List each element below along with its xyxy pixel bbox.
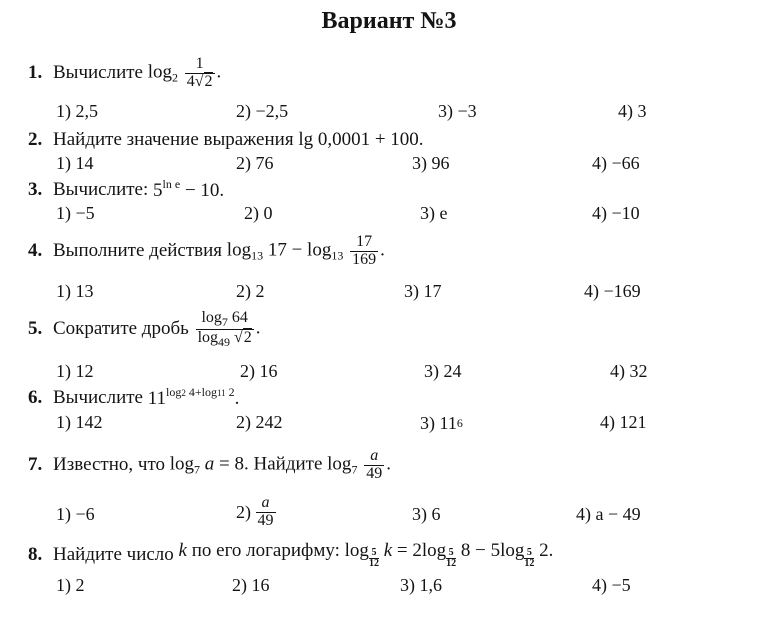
- question-6: [28, 385, 239, 410]
- answer-option: 3) 6: [412, 504, 441, 524]
- question-expression: k по его логарифму: log $\frac{5}{12}$ k = 2log $\frac{5}{12}$ 8 − 5log $\frac{5}{12}$ 2.: [178, 540, 554, 569]
- question-3: [28, 177, 224, 202]
- answer-option: 1) 2: [56, 575, 85, 595]
- answer-option: 3) −3: [438, 101, 477, 121]
- answer-option: 1) −5: [56, 203, 95, 223]
- question-expression: $\log_2$ $\frac{1}{4√2}$ .: [147, 55, 222, 90]
- question-number: 4.: [28, 240, 43, 262]
- question-4: [28, 234, 385, 269]
- question-prompt: Вычислите: [53, 62, 143, 84]
- question-expression: $\frac{\log_7 64}{\log_{49} √2}$ .: [197, 309, 261, 349]
- answer-option: 3) 96: [412, 153, 450, 173]
- answer-option: 4) −169: [584, 281, 641, 301]
- question-prompt: Выполните действия: [53, 240, 223, 262]
- question-2: [28, 128, 424, 151]
- answer-option: 1) 2,5: [56, 101, 98, 121]
- question-number: 2.: [28, 128, 43, 150]
- question-number: 3.: [28, 178, 43, 200]
- page-title: Вариант №3: [321, 8, 457, 34]
- answer-option: 4) −10: [592, 203, 640, 223]
- question-expression: lg 0,0001 + 100.: [298, 128, 424, 150]
- answer-option: 1) −6: [56, 504, 95, 524]
- question-expression: $\log_7 a = 8$. Найдите $\log_7$ $\frac{a}{49}$ .: [169, 447, 391, 482]
- question-prompt: Найдите число: [53, 543, 174, 565]
- answer-option: 3) 1,6: [400, 575, 442, 595]
- answer-option: 4) 121: [600, 412, 647, 432]
- answer-option: 3) 24: [424, 361, 462, 381]
- question-expression: $\log_{13} 17 - \log_{13}$ $\frac{17}{169}$ .: [226, 233, 385, 268]
- question-number: 6.: [28, 386, 43, 408]
- answer-option: 2) 2: [236, 281, 265, 301]
- question-number: 5.: [28, 318, 43, 340]
- answer-option: 1) 13: [56, 281, 94, 301]
- question-prompt: Известно, что: [53, 454, 166, 476]
- answer-option: 4) 3: [618, 101, 647, 121]
- question-7: [28, 448, 391, 483]
- answer-option: 2) 242: [236, 412, 283, 432]
- answer-option: 4) a − 49: [576, 504, 641, 524]
- answer-option: 3) 116: [420, 413, 463, 434]
- answer-option: 2) 16: [232, 575, 270, 595]
- answer-option: 4) −5: [592, 575, 631, 595]
- answer-option: 4) −66: [592, 153, 640, 173]
- answer-option: 1) 12: [56, 361, 94, 381]
- question-number: 8.: [28, 543, 43, 565]
- question-prompt: Найдите значение выражения: [53, 128, 294, 150]
- answer-option: 2) −2,5: [236, 101, 289, 121]
- answer-option: 3) 17: [404, 281, 442, 301]
- answer-option: 2) $\frac{a}{49}$: [236, 494, 274, 529]
- question-1: [28, 56, 221, 91]
- question-5: [28, 310, 261, 348]
- question-prompt: Вычислите:: [53, 178, 149, 200]
- answer-option: 2) 76: [236, 153, 274, 173]
- question-number: 1.: [28, 62, 43, 84]
- question-prompt: Сократите дробь: [53, 318, 189, 340]
- answer-option: 2) 16: [240, 361, 278, 381]
- answer-option: 4) 32: [610, 361, 648, 381]
- answer-option: 1) 14: [56, 153, 94, 173]
- question-expression: $11^{log2 4+log11 2}$.: [147, 385, 240, 409]
- answer-option: 2) 0: [244, 203, 273, 223]
- question-8: [28, 540, 553, 569]
- answer-option: 1) 142: [56, 412, 103, 432]
- question-prompt: Вычислите: [53, 386, 143, 408]
- question-number: 7.: [28, 454, 43, 476]
- question-expression: $5^{ln e} - 10$.: [153, 177, 225, 201]
- answer-option: 3) e: [420, 203, 448, 223]
